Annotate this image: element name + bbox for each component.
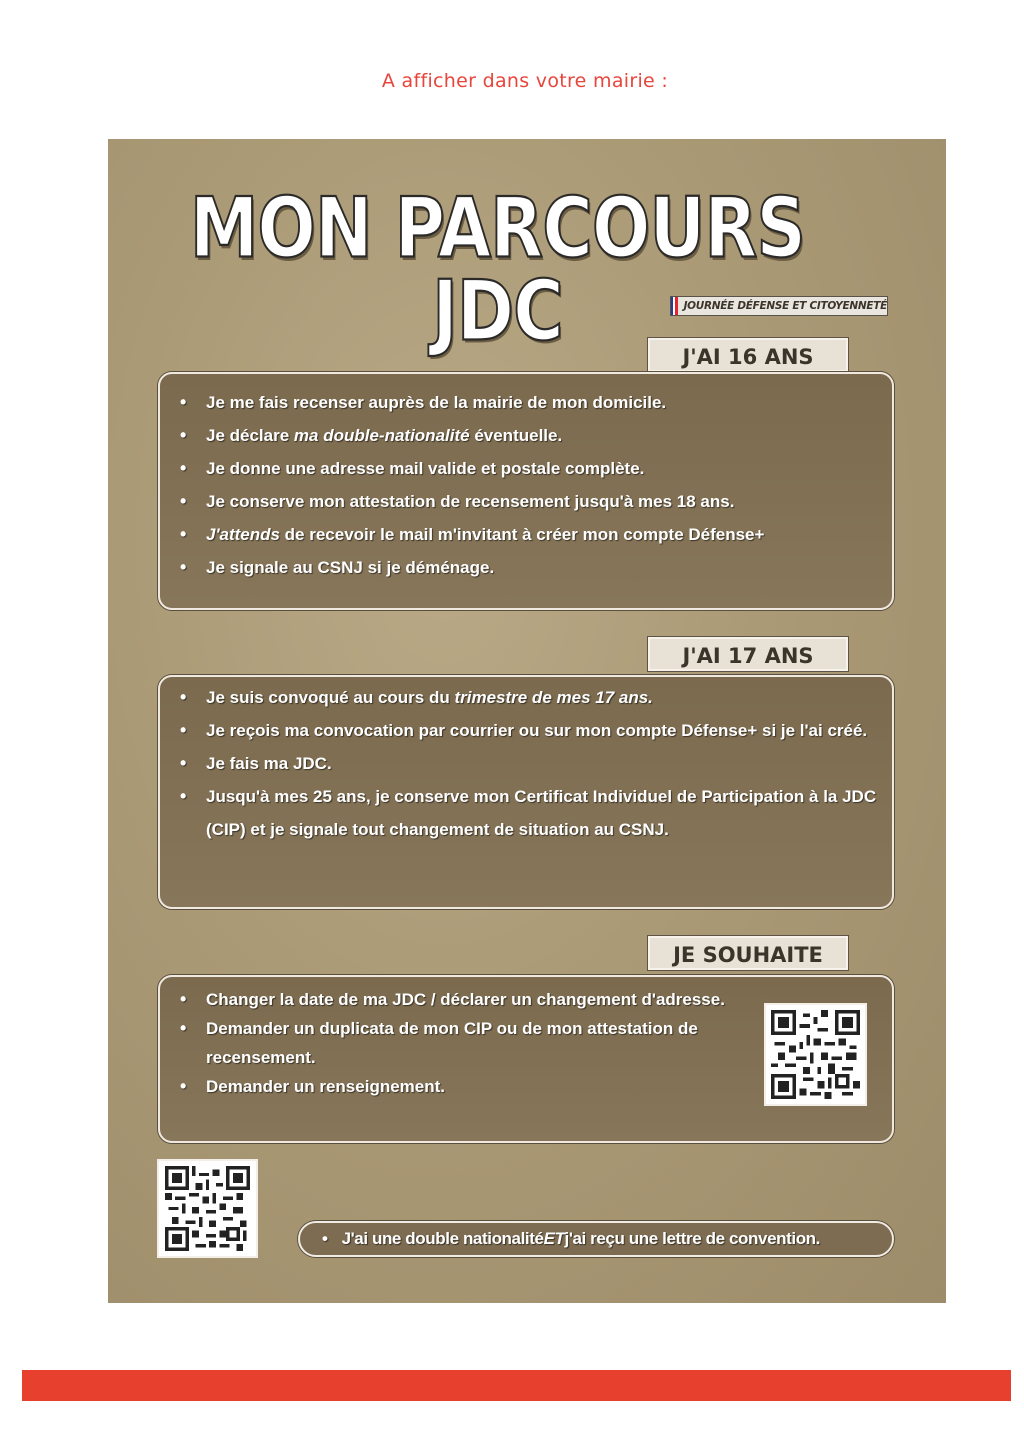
bullet-icon: • xyxy=(322,1229,328,1248)
list-item: • Je fais ma JDC. xyxy=(206,747,878,780)
list-item: • Je donne une adresse mail valide et postale complète. xyxy=(206,452,878,485)
list-item: • Jusqu'à mes 25 ans, je conserve mon Certificat Individuel de Participation à la JDC (CIP) et je signale tout changement de situation au CSNJ. xyxy=(206,780,878,846)
tag-wish: JE SOUHAITE xyxy=(648,936,848,970)
list-item: • Je suis convoqué au cours du trimestre de mes 17 ans. xyxy=(206,681,878,714)
tag-age-17: J'AI 17 ANS xyxy=(648,637,848,671)
list-item: • Changer la date de ma JDC / déclarer un changement d'adresse. xyxy=(206,985,742,1014)
bottom-bar xyxy=(22,1370,1011,1401)
panel-age-17 xyxy=(158,675,894,909)
list-item: • Je conserve mon attestation de recensement jusqu'à mes 18 ans. xyxy=(206,485,878,518)
qr-code-icon[interactable] xyxy=(157,1159,258,1258)
panel-age-16 xyxy=(158,372,894,610)
jdc-poster xyxy=(108,139,946,1303)
header-note: A afficher dans votre mairie : xyxy=(381,70,669,92)
poster-title: MON PARCOURS JDC xyxy=(189,180,806,360)
french-flag-icon xyxy=(671,297,678,315)
subtitle-band xyxy=(670,296,888,316)
list-item: • Demander un renseignement. xyxy=(206,1072,742,1101)
qr-code-icon[interactable] xyxy=(764,1003,867,1106)
list-item: • Demander un duplicata de mon CIP ou de mon attestation de recensement. xyxy=(206,1014,742,1072)
poster-subtitle: JOURNÉE DÉFENSE ET CITOYENNETÉ xyxy=(683,300,887,312)
list-item: • J'attends de recevoir le mail m'invitant à créer mon compte Défense+ xyxy=(206,518,878,551)
tag-age-16: J'AI 16 ANS xyxy=(648,338,848,372)
list-item: • Je me fais recenser auprès de la mairie de mon domicile. xyxy=(206,386,878,419)
list-item: • Je déclare ma double-nationalité éventuelle. xyxy=(206,419,878,452)
footer-pill: • J'ai une double nationalité ET j'ai reçu une lettre de convention. xyxy=(298,1221,894,1257)
list-item: • Je reçois ma convocation par courrier ou sur mon compte Défense+ si je l'ai créé. xyxy=(206,714,878,747)
list-item: • Je signale au CSNJ si je déménage. xyxy=(206,551,878,584)
